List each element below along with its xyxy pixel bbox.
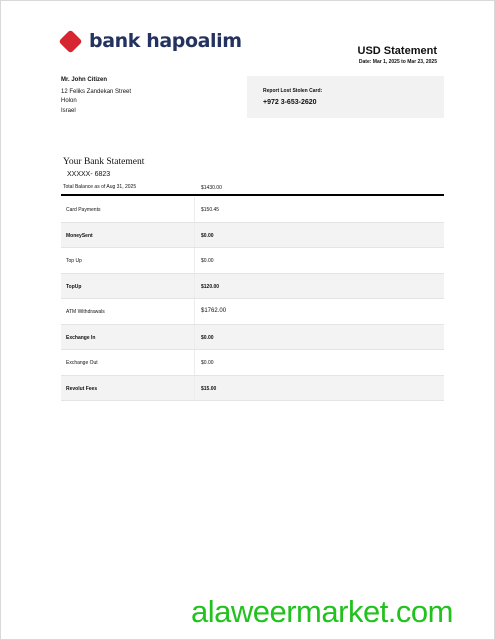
watermark-text: alaweermarket.com xyxy=(191,594,453,629)
row-label: Exchange In xyxy=(66,334,96,341)
account-number: XXXXX- 6823 xyxy=(67,171,111,178)
report-lost-card-phone: +972 3-653-2620 xyxy=(263,99,317,106)
table-row xyxy=(61,376,444,402)
row-label: ATM Withdrawals xyxy=(66,309,105,315)
statement-date-range: Date: Mar 1, 2025 to Mar 23, 2025 xyxy=(358,59,437,65)
customer-city: Holon xyxy=(61,98,77,104)
table-row xyxy=(61,350,444,376)
customer-street: 12 Feliks Zandekan Street xyxy=(61,88,132,95)
bank-logo xyxy=(59,30,242,52)
table-row xyxy=(61,197,444,223)
report-lost-card-label: Report Lost Stolen Card: xyxy=(263,88,323,94)
bank-name: bank hapoalim xyxy=(89,30,242,52)
row-label: Card Payments xyxy=(66,207,101,213)
row-label: MoneySent xyxy=(66,232,93,239)
summary-table xyxy=(61,197,444,401)
table-header-divider xyxy=(61,194,444,196)
statement-title: USD Statement xyxy=(357,45,437,57)
customer-address xyxy=(61,76,131,116)
table-row xyxy=(61,325,444,351)
table-row xyxy=(61,223,444,249)
row-value: $0.00 xyxy=(201,334,214,341)
row-label: TopUp xyxy=(66,283,82,290)
row-value: $150.45 xyxy=(201,207,220,213)
customer-name: Mr. John Citizen xyxy=(61,77,108,83)
total-balance-value: $1430.00 xyxy=(201,185,222,191)
row-label: Exchange Out xyxy=(66,360,98,366)
total-balance-label: Total Balance as of Aug 31, 2025 xyxy=(63,184,137,190)
report-lost-card-box xyxy=(247,76,444,118)
row-value: $0.00 xyxy=(201,360,214,366)
row-label: Revolut Fees xyxy=(66,385,98,392)
bank-logo-icon xyxy=(58,29,82,53)
row-value: $120.00 xyxy=(201,283,220,290)
row-value: $1762.00 xyxy=(201,308,227,314)
row-value: $0.00 xyxy=(201,232,214,239)
row-label: Top Up xyxy=(66,258,82,264)
table-row xyxy=(61,248,444,274)
row-value: $0.00 xyxy=(201,258,214,264)
row-value: $15.00 xyxy=(201,385,217,392)
customer-country: Israel xyxy=(61,107,76,114)
table-row xyxy=(61,299,444,325)
bank-statement-heading: Your Bank Statement xyxy=(63,157,145,167)
table-row xyxy=(61,274,444,300)
